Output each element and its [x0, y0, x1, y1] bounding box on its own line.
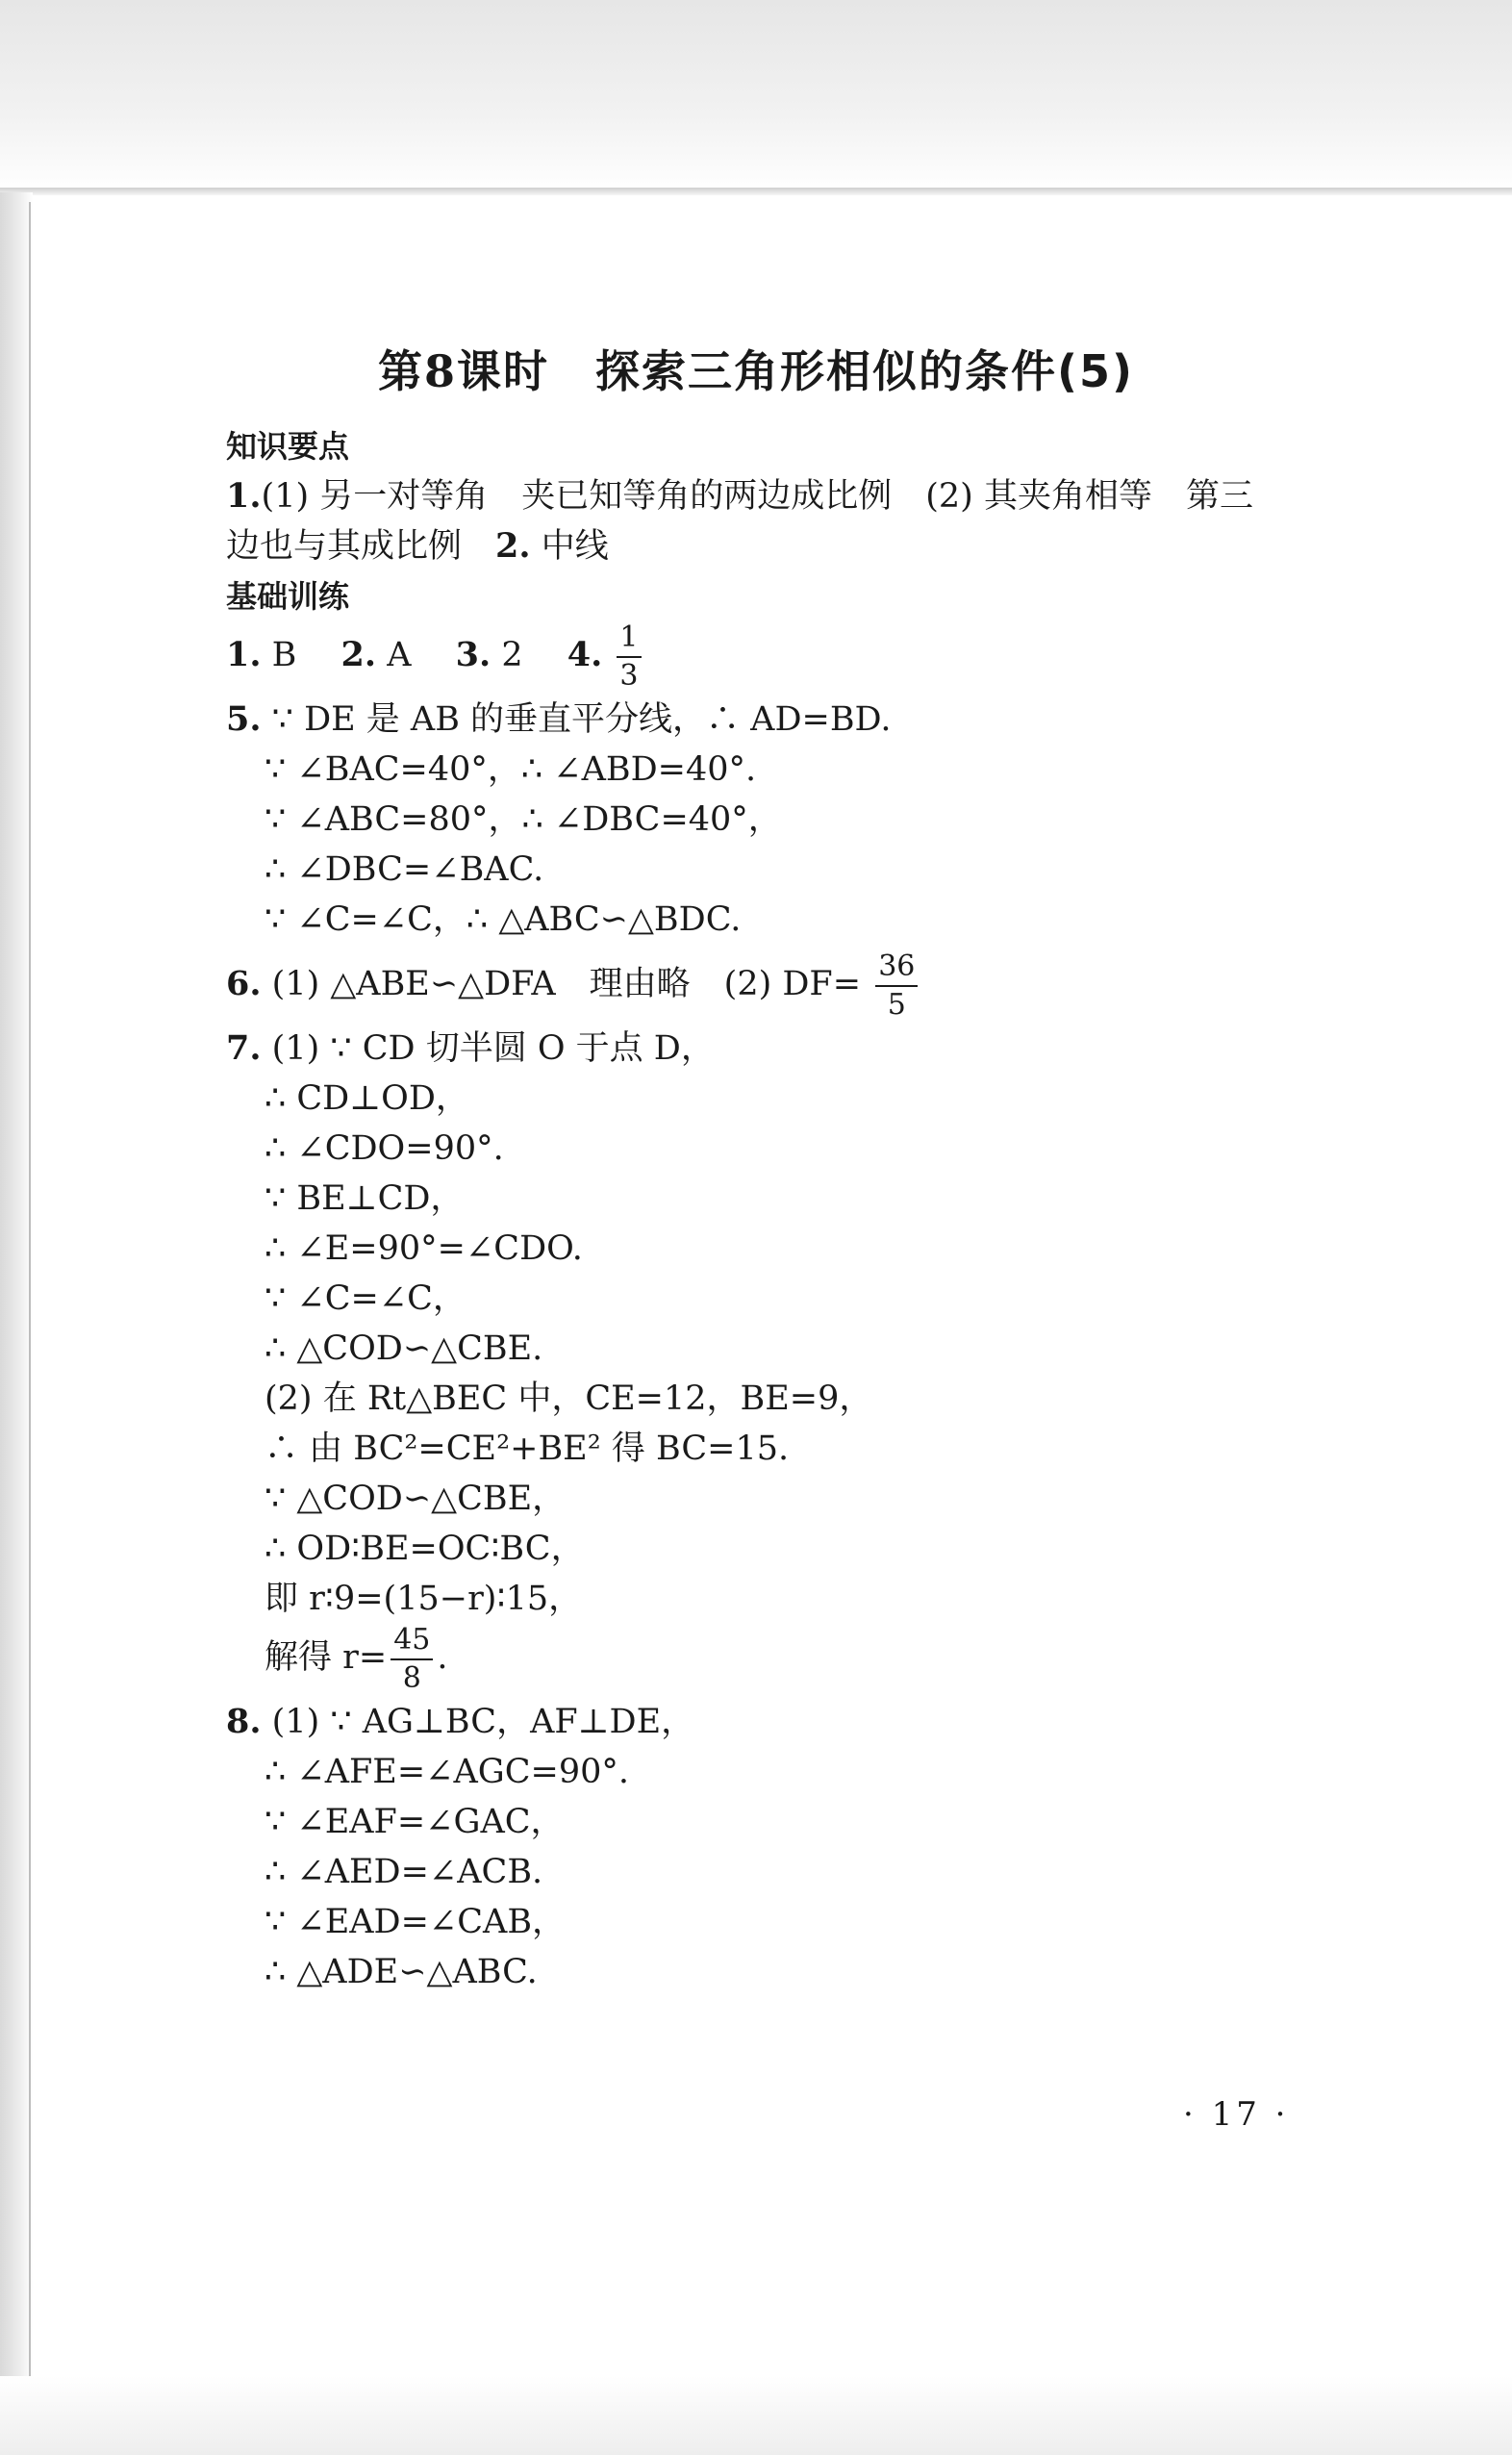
- knowledge-line-1: 1.(1) 另一对等角 夹已知等角的两边成比例 (2) 其夹角相等 第三: [226, 476, 1253, 516]
- fraction-one-third: $\frac{1}{3}$: [617, 623, 641, 691]
- answers-1-to-4: 1. B 2. A 3. 2 4. $\frac{1}{3}$: [226, 621, 1361, 689]
- section-heading-knowledge: 知识要点: [226, 428, 350, 465]
- section-heading-basic: 基础训练: [226, 578, 350, 615]
- question-5: 5. ∵ DE 是 AB 的垂直平分线，∴ AD=BD. ∵ ∠BAC=40°，∴ ∠ABD=40°. ∵ ∠ABC=80°，∴ ∠DBC=40°， ∴ ∠DBC=∠BAC. ∵ ∠C=∠C，∴ △ABC∽△BDC.: [226, 699, 892, 939]
- answer-content: [226, 421, 1361, 1997]
- fraction-36-over-5: $\frac{36}{5}$: [875, 952, 918, 1020]
- page-title: [0, 337, 1512, 400]
- fraction-45-over-8: $\frac{45}{8}$: [391, 1626, 433, 1693]
- title-lesson-number: 8: [423, 345, 457, 397]
- question-8: 8. (1) ∵ AG⊥BC，AF⊥DE， ∴ ∠AFE=∠AGC=90°. ∵ ∠EAF=∠GAC， ∴ ∠AED=∠ACB. ∵ ∠EAD=∠CAB， ∴ △ADE∽△ABC.: [226, 1702, 695, 1991]
- question-6: 6. (1) △ABE∽△DFA 理由略 (2) DF= $\frac{36}{5}$: [226, 950, 1361, 1018]
- question-7: 7. (1) ∵ CD 切半圆 O 于点 D， ∴ CD⊥OD， ∴ ∠CDO=90°. ∵ BE⊥CD， ∴ ∠E=90°=∠CDO. ∵ ∠C=∠C， ∴ △COD∽△CBE. (2) 在 Rt△BEC 中，CE=12，BE=9， ∴ 由 BC²=CE²+BE² 得 BC=15. ∵ △COD∽△CBE， ∴ OD∶BE=OC∶BC， 即 r∶9=(15−r)∶15， 解得 r= $\frac{45}{8}$ .: [226, 1024, 1361, 1691]
- page-number: · 17 ·: [1183, 2095, 1290, 2134]
- knowledge-line-2: 边也与其成比例 2. 中线: [226, 526, 609, 566]
- title-text: 课时 探索三角形相似的条件(5): [456, 345, 1135, 397]
- q7-result: 解得 r= $\frac{45}{8}$ .: [265, 1622, 448, 1695]
- title-prefix: 第: [377, 345, 424, 397]
